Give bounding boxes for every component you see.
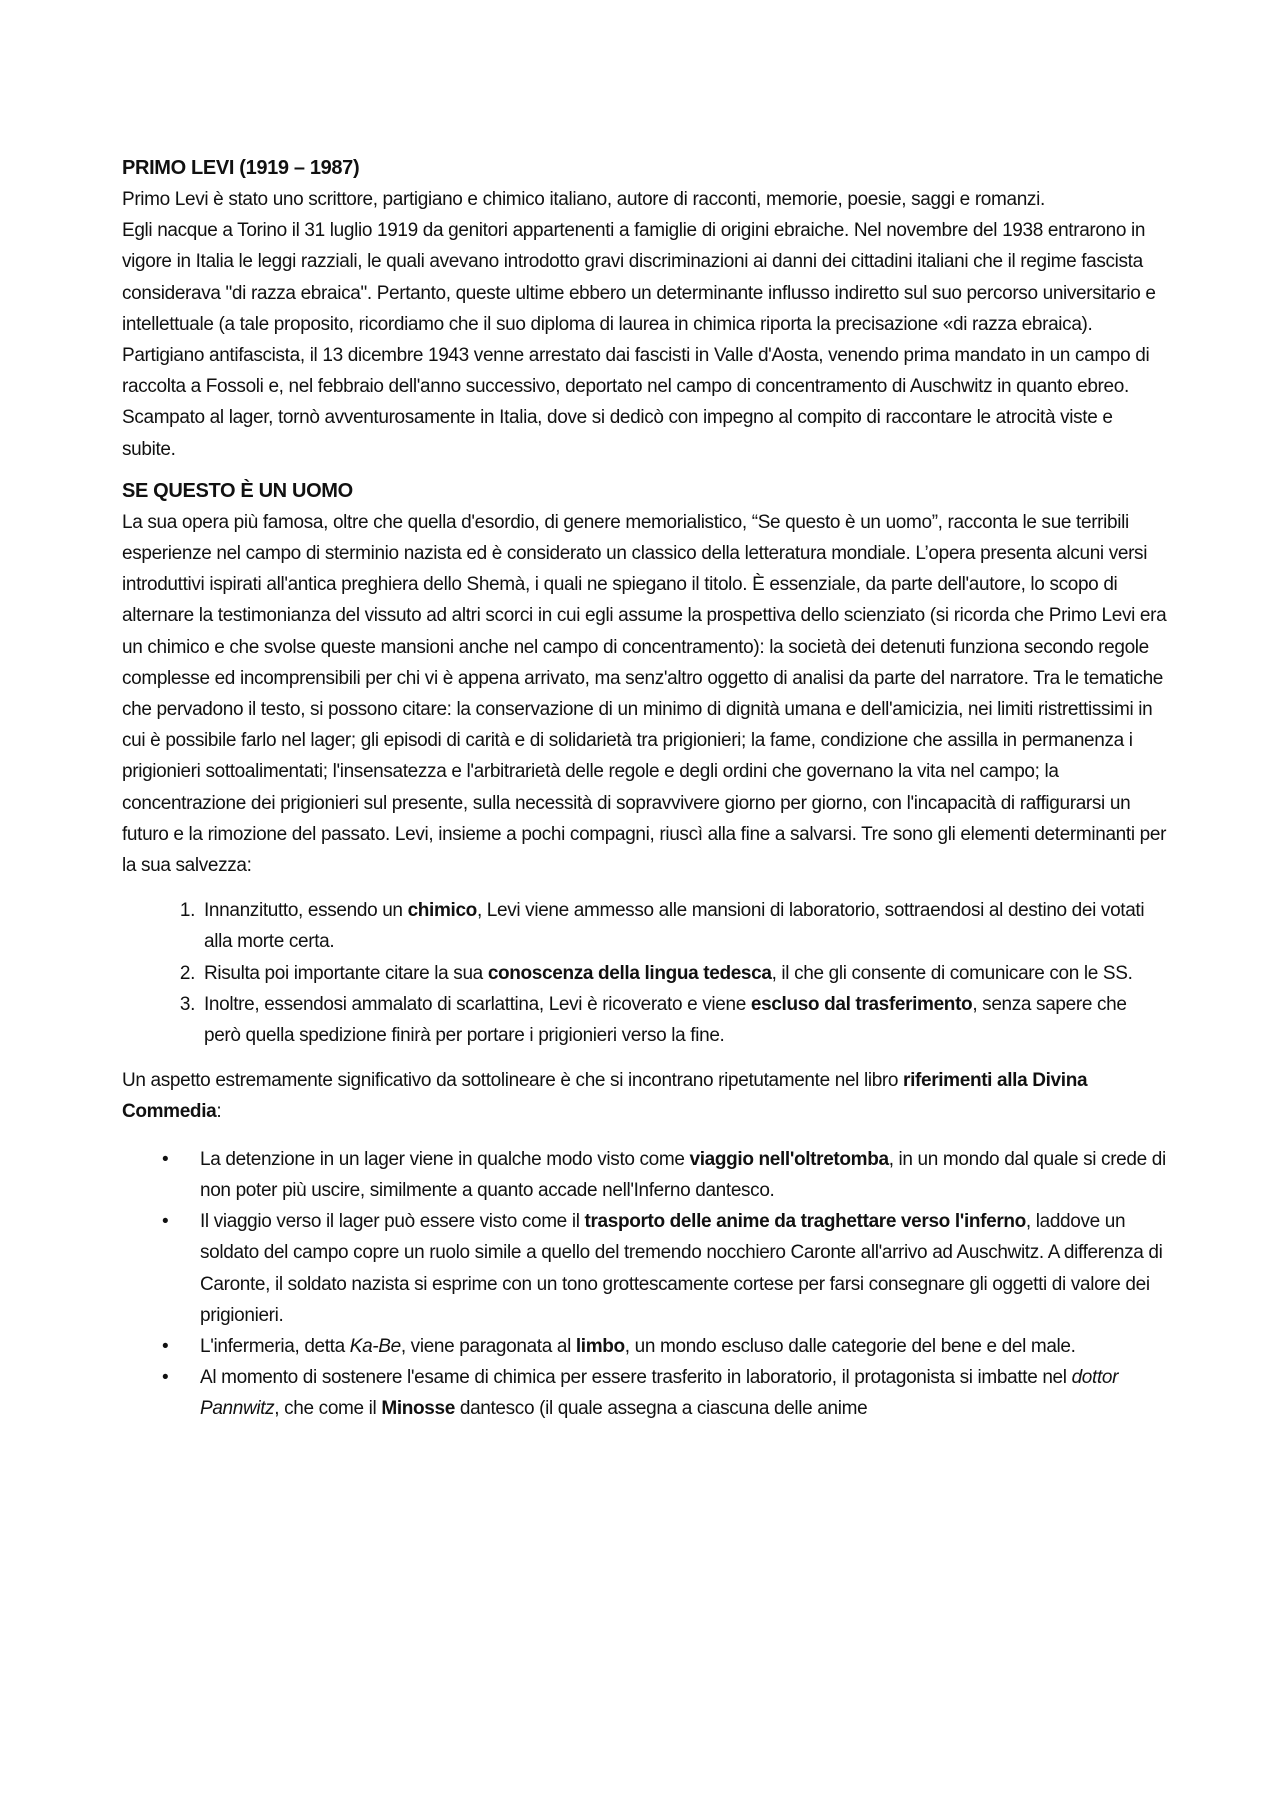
list-item-text: Risulta poi importante citare la sua bbox=[204, 962, 488, 984]
bullet-icon: • bbox=[162, 1211, 169, 1233]
list-item-text: , senza sapere che però quella spedizione finirà per portare i prigionieri verso la fine. bbox=[204, 993, 1127, 1047]
list-item bbox=[200, 989, 1167, 1051]
list-item-text: , Levi viene ammesso alle mansioni di laboratorio, sottraendosi al destino dei votati alla morte certa. bbox=[204, 900, 1145, 953]
bullet-icon: • bbox=[162, 1148, 169, 1170]
list-item-text: , in un mondo dal quale si crede di non poter più uscire, similmente a quanto accade nell'Inferno dantesco. bbox=[200, 1148, 1166, 1201]
section-heading-se-questo-e-un-uomo: SE QUESTO È UN UOMO bbox=[122, 479, 353, 502]
list-item-text: , laddove un soldato del campo copre un ruolo simile a quello del tremendo nocchiero Caronte all'arrivo ad Auschwitz. A differenza di Caronte, il soldato nazista si esprime con un tono grottescamente cortese per farsi consegnare gli oggetti di valore dei prigionieri. bbox=[200, 1211, 1163, 1326]
list-item-bold: Minosse bbox=[381, 1398, 455, 1420]
list-item-text: Il viaggio verso il lager può essere visto come il bbox=[200, 1211, 585, 1233]
list-item-bold: chimico bbox=[407, 900, 477, 922]
list-item-text: , che come il bbox=[274, 1398, 382, 1420]
list-item-text: La detenzione in un lager viene in qualche modo visto come bbox=[200, 1148, 690, 1170]
list-item bbox=[200, 895, 1167, 957]
divina-commedia-references-list bbox=[122, 1144, 1167, 1425]
paragraph-divina-commedia-intro bbox=[122, 1065, 1167, 1127]
list-item bbox=[162, 1362, 1167, 1424]
paragraph-bold: riferimenti alla Divina Commedia bbox=[122, 1070, 1088, 1123]
list-item-text: L'infermeria, detta bbox=[200, 1335, 350, 1357]
paragraph-text: Un aspetto estremamente significativo da sottolineare è che si incontrano ripetutamente nel libro bbox=[122, 1070, 904, 1092]
bullet-icon: • bbox=[162, 1367, 169, 1389]
list-item-text: , il che gli consente di comunicare con le SS. bbox=[771, 962, 1133, 984]
list-item bbox=[200, 958, 1167, 989]
list-item-text: Inoltre, essendosi ammalato di scarlattina, Levi è ricoverato e viene bbox=[204, 993, 751, 1015]
section-heading-primo-levi: PRIMO LEVI (1919 – 1987) bbox=[122, 157, 360, 179]
list-item bbox=[162, 1206, 1167, 1331]
list-item bbox=[162, 1331, 1167, 1362]
list-item-bold: viaggio nell'oltretomba bbox=[689, 1148, 889, 1170]
list-item-italic: dottor Pannwitz bbox=[200, 1367, 1119, 1420]
list-item-bold: limbo bbox=[575, 1335, 625, 1357]
paragraph-intro: Primo Levi è stato uno scrittore, partigiano e chimico italiano, autore di racconti, memorie, poesie, saggi e romanzi. bbox=[122, 189, 1045, 210]
list-item-text: dantesco (il quale assegna a ciascuna delle anime bbox=[454, 1398, 868, 1420]
list-item-text: Al momento di sostenere l'esame di chimica per essere trasferito in laboratorio, il protagonista si imbatte nel bbox=[200, 1367, 1072, 1389]
paragraph-biography: Egli nacque a Torino il 31 luglio 1919 da genitori appartenenti a famiglie di origini ebraiche. Nel novembre del 1938 entrarono in vigore in Italia le leggi razziali, le quali avevano introdotto gravi discriminazioni ai danni dei cittadini italiani che il regime fascista considerava "di razza ebraica". Pertanto, queste ultime ebbero un determinante influsso indiretto sul suo percorso universitario e intellettuale (a tale proposito, ricordiamo che il suo diploma di laurea in chimica riporta la precisazione «di razza ebraica). Partigiano antifascista, il 13 dicembre 1943 venne arrestato dai fascisti in Valle d'Aosta, venendo prima mandato in un campo di raccolta a Fossoli e, nel febbraio dell'anno successivo, deportato nel campo di concentramento di Auschwitz in quanto ebreo. Scampato al lager, tornò avventurosamente in Italia, dove si dedicò con impegno al compito di raccontare le atrocità viste e subite. bbox=[122, 220, 1156, 460]
document-page bbox=[122, 152, 1167, 1425]
list-item-italic: Ka-Be bbox=[349, 1335, 401, 1357]
list-item-bold: conoscenza della lingua tedesca bbox=[487, 962, 772, 984]
salvation-factors-list bbox=[122, 895, 1167, 1051]
paragraph-text: : bbox=[216, 1101, 222, 1123]
paragraph-work-description: La sua opera più famosa, oltre che quella d'esordio, di genere memorialistico, “Se questo è un uomo”, racconta le sue terribili esperienze nel campo di sterminio nazista ed è considerato un classico della letteratura mondiale. L’opera presenta alcuni versi introduttivi ispirati all'antica preghiera dello Shemà, i quali ne spiegano il titolo. È essenziale, da parte dell'autore, lo scopo di alternare la testimonianza del vissuto ad altri scorci in cui egli assume la prospettiva dello scienziato (si ricorda che Primo Levi era un chimico e che svolse queste mansioni anche nel campo di concentramento): la società dei detenuti funziona secondo regole complesse ed incomprensibili per chi vi è appena arrivato, ma senz'altro oggetto di analisi da parte del narratore. Tra le tematiche che pervadono il testo, si possono citare: la conservazione di un minimo di dignità umana e dell'amicizia, nei limiti ristrettissimi in cui è possibile farlo nel lager; gli episodi di carità e di solidarietà tra prigionieri; la fame, condizione che assilla in permanenza i prigionieri sottoalimentati; l'insensatezza e l'arbitrarietà delle regole e degli ordini che governano la vita nel campo; la concentrazione dei prigionieri sul presente, sulla necessità di sopravvivere giorno per giorno, con l'incapacità di raffigurarsi un futuro e la rimozione del passato. Levi, insieme a pochi compagni, riuscì alla fine a salvarsi. Tre sono gli elementi determinanti per la sua salvezza: bbox=[122, 511, 1167, 877]
bullet-icon: • bbox=[162, 1335, 169, 1357]
list-item-bold: escluso dal trasferimento bbox=[750, 993, 973, 1015]
list-item bbox=[162, 1144, 1167, 1206]
list-item-text: , un mondo escluso dalle categorie del bene e del male. bbox=[624, 1335, 1076, 1357]
list-item-text: , viene paragonata al bbox=[400, 1335, 576, 1357]
list-item-text: Innanzitutto, essendo un bbox=[204, 900, 408, 922]
list-item-bold: trasporto delle anime da traghettare verso l'inferno bbox=[584, 1211, 1026, 1233]
